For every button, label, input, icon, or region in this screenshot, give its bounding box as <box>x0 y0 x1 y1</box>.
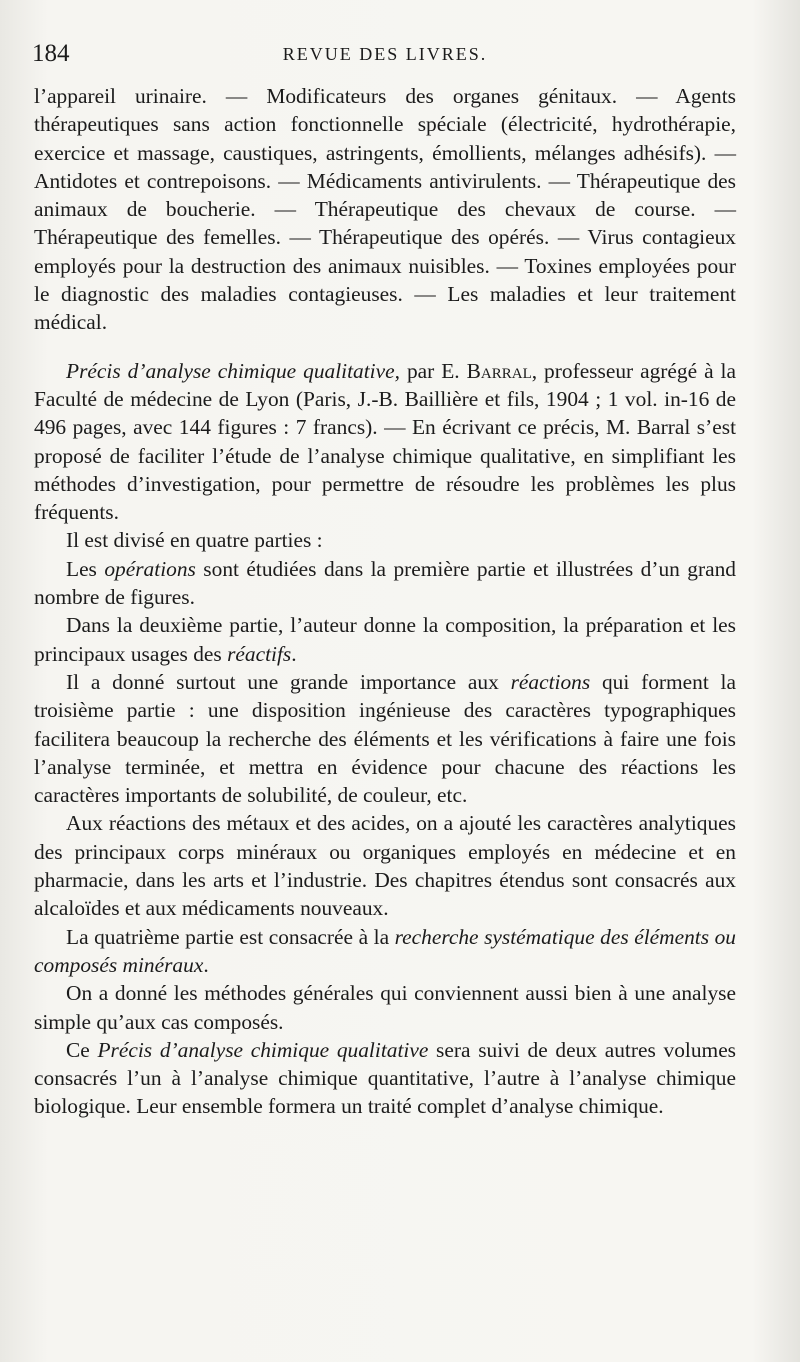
body-text <box>34 82 736 1121</box>
text-span: Les <box>66 556 105 581</box>
review-figures: 144 figures <box>178 415 277 440</box>
emphasis: réactifs <box>227 641 292 666</box>
paragraph-4 <box>34 668 736 809</box>
text-span: . <box>203 952 209 977</box>
paragraph-7: On a donné les méthodes générales qui conviennent aussi bien à une analyse simple qu’aux cas composés. <box>34 981 736 1034</box>
review-paragraph <box>34 357 736 527</box>
page-header <box>32 40 738 72</box>
paragraph-1: Il est divisé en quatre parties : <box>66 528 323 553</box>
text-span: Ce <box>66 1037 98 1062</box>
paragraph-3 <box>34 611 736 668</box>
text-span: Il a donné surtout une grande importance aux <box>66 669 511 694</box>
continuation-paragraph: l’appareil urinaire. — Modificateurs des organes génitaux. — Agents thérapeutiques sans action fonctionnelle spéciale (électricité, hydrothérapie, exercice et massage, caustiques, astringents, émollients, mélanges adhésifs). — Antidotes et contrepoisons. — Médicaments antivirulents. — Thérapeutique des animaux de boucherie. — Thérapeutique des chevaux de course. — Thérapeutique des femelles. — Thérapeutique des opérés. — Virus contagieux employés pour la destruction des animaux nuisibles. — Toxines employées pour le diagnostic des maladies contagieuses. — Les maladies et leur traitement médical. <box>34 84 736 335</box>
emphasis: réactions <box>510 669 591 694</box>
emphasis: opérations <box>104 556 196 581</box>
paragraph-8 <box>34 1036 736 1121</box>
text-span: Dans la deuxième partie, l’auteur donne la composition, la préparation et les principaux usages des <box>34 613 736 666</box>
page-number: 184 <box>32 40 70 67</box>
emphasis: Précis d’analyse chimique qualitative <box>97 1037 429 1062</box>
paragraph-6 <box>34 923 736 980</box>
review-details: , professeur agrégé à la Faculté de médecine de Lyon (Paris, J.-B. Baillière et fils, 1904 ; 1 vol. in-16 de 496 pages, avec <box>34 358 736 440</box>
paragraph-5: Aux réactions des métaux et des acides, on a ajouté les caractères analytiques des principaux corps minéraux ou organiques employés en médecine et en pharmacie, dans les arts et l’industrie. Des chapitres étendus sont consacrés aux alcaloïdes et aux médicaments nouveaux. <box>34 811 736 921</box>
paragraph-2 <box>34 555 736 612</box>
text-span: . <box>291 641 297 666</box>
text-span: sera suivi de deux autres volumes consacrés l’un à l’analyse chimique quantitative, l’autre à l’analyse chimique biologique. Leur ensemble formera un traité complet d’analyse chimique. <box>34 1037 737 1119</box>
text-span: La quatrième partie est consacrée à la <box>66 924 395 949</box>
running-title: REVUE DES LIVRES. <box>282 44 488 64</box>
review-details-end: : 7 francs). — En écrivant ce précis, M. Barral s’est proposé de faciliter l’étude de l’analyse chimique qualitative, en simplifiant les méthodes d’investigation, pour permettre de résoudre les problèmes les plus fréquents. <box>34 415 737 525</box>
emphasis: recherche systématique des éléments ou composés minéraux <box>34 924 736 977</box>
book-title: Précis d’analyse chimique qualitative, <box>66 358 400 383</box>
review-par: par E. <box>399 358 467 383</box>
text-span: qui forment la troisième partie : une disposition ingénieuse des caractères typographiques facilitera beaucoup la recherche des éléments et les vérifications à faire une fois l’analyse terminée, et mettra en évidence pour chacune des réactions les caractères importants de solubilité, de couleur, etc. <box>34 669 736 808</box>
text-span: sont étudiées dans la première partie et illustrées d’un grand nombre de figures. <box>34 556 736 610</box>
author-name: Barral <box>466 358 532 383</box>
